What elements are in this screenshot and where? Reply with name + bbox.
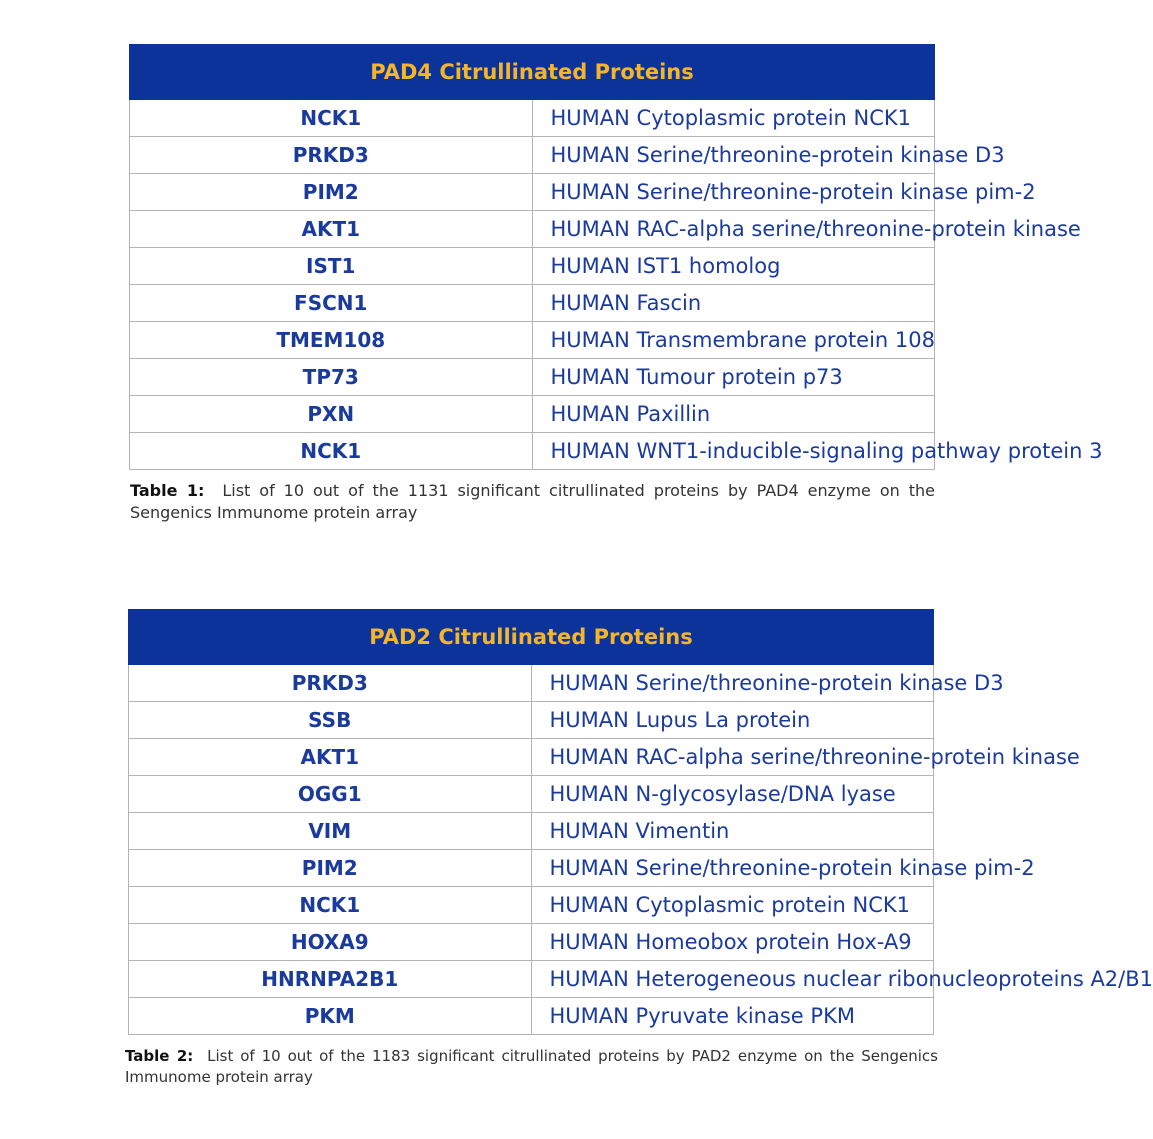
- table-row: [130, 174, 935, 211]
- table-row: [129, 998, 934, 1035]
- table-row: [130, 433, 935, 470]
- description-cell: HUMAN Cytoplasmic protein NCK1: [532, 100, 935, 137]
- table-row: [129, 776, 934, 813]
- pad2-table: [128, 609, 1153, 1035]
- table-row: [130, 248, 935, 285]
- description-cell: HUMAN Fascin: [532, 285, 935, 322]
- table-row: [130, 100, 935, 137]
- table-row: [129, 961, 934, 998]
- gene-cell: PRKD3: [129, 665, 532, 702]
- table-row: [130, 359, 935, 396]
- table-row: [130, 137, 935, 174]
- gene-cell: AKT1: [130, 211, 533, 248]
- description-cell: HUMAN Tumour protein p73: [532, 359, 935, 396]
- description-cell: HUMAN Paxillin: [532, 396, 935, 433]
- description-cell: HUMAN Homeobox protein Hox-A9: [531, 924, 934, 961]
- pad4-table: [129, 44, 1103, 470]
- gene-cell: NCK1: [130, 433, 533, 470]
- description-cell: HUMAN Serine/threonine-protein kinase D3: [532, 137, 935, 174]
- gene-cell: PKM: [129, 998, 532, 1035]
- description-cell: HUMAN IST1 homolog: [532, 248, 935, 285]
- table-row: [130, 322, 935, 359]
- table-row: [130, 285, 935, 322]
- table-caption: [130, 480, 935, 524]
- description-cell: HUMAN WNT1-inducible-signaling pathway protein 3: [532, 433, 935, 470]
- gene-cell: PIM2: [129, 850, 532, 887]
- description-cell: HUMAN N-glycosylase/DNA lyase: [531, 776, 934, 813]
- caption-label: Table 1:: [130, 481, 205, 500]
- description-cell: HUMAN Lupus La protein: [531, 702, 934, 739]
- description-cell: HUMAN RAC-alpha serine/threonine-protein kinase: [532, 211, 935, 248]
- description-cell: HUMAN Cytoplasmic protein NCK1: [531, 887, 934, 924]
- table-caption: [125, 1046, 938, 1088]
- gene-cell: PRKD3: [130, 137, 533, 174]
- description-cell: HUMAN RAC-alpha serine/threonine-protein kinase: [531, 739, 934, 776]
- gene-cell: FSCN1: [130, 285, 533, 322]
- table-row: [129, 665, 934, 702]
- gene-cell: HNRNPA2B1: [129, 961, 532, 998]
- caption-label: Table 2:: [125, 1047, 194, 1065]
- caption-text: List of 10 out of the 1183 significant citrullinated proteins by PAD2 enzyme on the Sengenics Immunome protein array: [125, 1047, 938, 1086]
- gene-cell: PIM2: [130, 174, 533, 211]
- gene-cell: SSB: [129, 702, 532, 739]
- gene-cell: AKT1: [129, 739, 532, 776]
- gene-cell: NCK1: [130, 100, 533, 137]
- table-row: [129, 702, 934, 739]
- gene-cell: TMEM108: [130, 322, 533, 359]
- description-cell: HUMAN Transmembrane protein 108: [532, 322, 935, 359]
- table-row: [129, 850, 934, 887]
- table-title: PAD4 Citrullinated Proteins: [130, 45, 935, 100]
- table-title: PAD2 Citrullinated Proteins: [129, 610, 934, 665]
- gene-cell: NCK1: [129, 887, 532, 924]
- table-row: [130, 211, 935, 248]
- table-row: [129, 887, 934, 924]
- table-row: [129, 739, 934, 776]
- description-cell: HUMAN Serine/threonine-protein kinase D3: [531, 665, 934, 702]
- gene-cell: HOXA9: [129, 924, 532, 961]
- description-cell: HUMAN Pyruvate kinase PKM: [531, 998, 934, 1035]
- table-row: [129, 813, 934, 850]
- description-cell: HUMAN Vimentin: [531, 813, 934, 850]
- description-cell: HUMAN Heterogeneous nuclear ribonucleoproteins A2/B1: [531, 961, 934, 998]
- description-cell: HUMAN Serine/threonine-protein kinase pim-2: [532, 174, 935, 211]
- caption-text: List of 10 out of the 1131 significant citrullinated proteins by PAD4 enzyme on the Sengenics Immunome protein array: [130, 481, 935, 522]
- table-row: [130, 396, 935, 433]
- description-cell: HUMAN Serine/threonine-protein kinase pim-2: [531, 850, 934, 887]
- gene-cell: VIM: [129, 813, 532, 850]
- table-header-row: [129, 610, 934, 665]
- gene-cell: OGG1: [129, 776, 532, 813]
- table-row: [129, 924, 934, 961]
- gene-cell: TP73: [130, 359, 533, 396]
- gene-cell: PXN: [130, 396, 533, 433]
- gene-cell: IST1: [130, 248, 533, 285]
- table-header-row: [130, 45, 935, 100]
